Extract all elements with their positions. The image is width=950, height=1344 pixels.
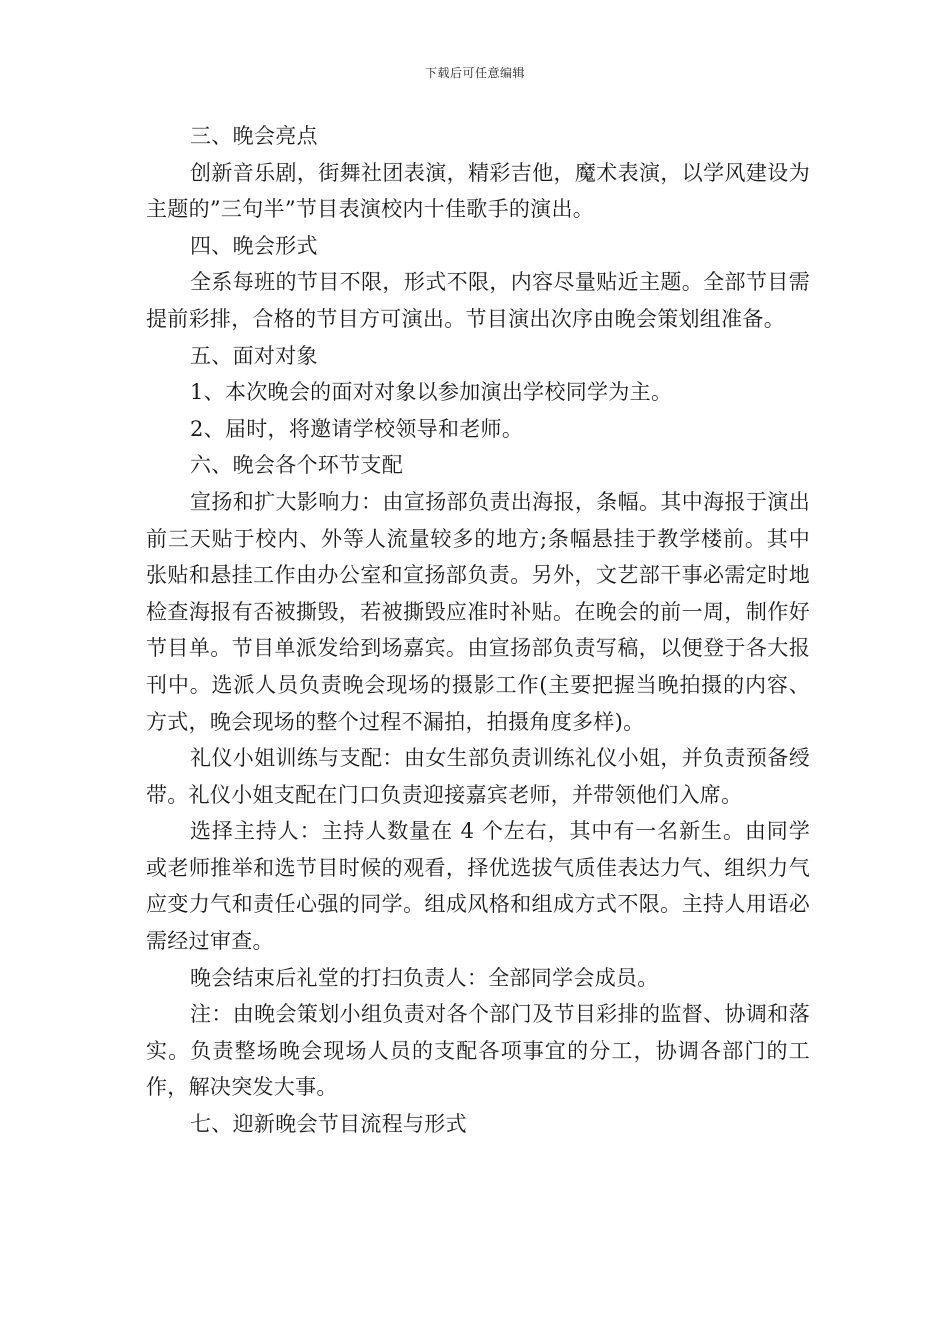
page-header: 下载后可任意编辑 [424,66,525,80]
document-body [146,118,810,1143]
paragraph-highlights: 创新音乐剧，街舞社团表演，精彩吉他，魔术表演，以学风建设为主题的”三句半”节目表演校内十佳歌手的演出。 [146,160,810,222]
heading-format: 四、晚会形式 [190,233,318,258]
list-item-audience-1: 1、本次晚会的面对对象以参加演出学校同学为主。 [190,380,673,405]
list-item-audience-2: 2、届时，将邀请学校领导和老师。 [190,416,524,441]
heading-arrangements: 六、晚会各个环节支配 [190,453,403,478]
paragraph-format: 全系每班的节目不限，形式不限，内容尽量贴近主题。全部节目需提前彩排，合格的节目方可演出。节目演出次序由晚会策划组准备。 [146,270,810,331]
heading-highlights: 三、晚会亮点 [190,124,318,148]
heading-audience: 五、面对对象 [190,343,318,368]
paragraph-hosts: 选择主持人：主持人数量在 4 个左右，其中有一名新生。由同学或老师推举和选节目时候的观看，择优选拔气质佳表达力气、组织力气应变力气和责任心强的同学。组成风格和组成方式不限。主持人用语必需经过审查。 [146,819,810,954]
heading-program-flow: 七、迎新晚会节目流程与形式 [190,1112,467,1137]
paragraph-cleanup: 晚会结束后礼堂的打扫负责人：全部同学会成员。 [190,965,659,990]
paragraph-etiquette: 礼仪小姐训练与支配：由女生部负责训练礼仪小姐，并负责预备绶带。礼仪小姐支配在门口负责迎接嘉宾老师，并带领他们入席。 [146,746,810,807]
paragraph-note: 注：由晚会策划小组负责对各个部门及节目彩排的监督、协调和落实。负责整场晚会现场人员的支配各项事宜的分工，协调各部门的工作，解决突发大事。 [146,1002,810,1100]
paragraph-publicity: 宣扬和扩大影响力：由宣扬部负责出海报，条幅。其中海报于演出前三天贴于校内、外等人流量较多的地方;条幅悬挂于教学楼前。其中张贴和悬挂工作由办公室和宣扬部负责。另外，文艺部干事必需定时地检查海报有否被撕毁，若被撕毁应准时补贴。在晚会的前一周，制作好节目单。节目单派发给到场嘉宾。由宣扬部负责写稿，以便登于各大报刊中。选派人员负责晚会现场的摄影工作(主要把握当晚拍摄的内容、方式，晚会现场的整个过程不漏拍，拍摄角度多样)。 [146,489,810,734]
